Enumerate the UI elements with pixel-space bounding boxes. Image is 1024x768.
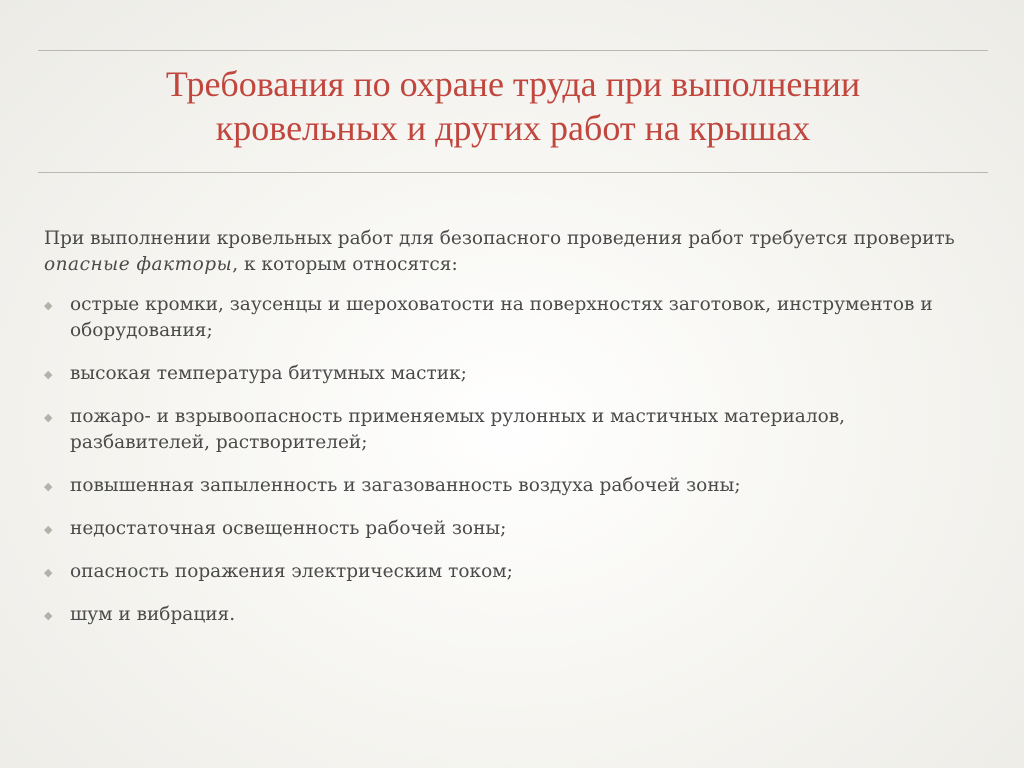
intro-paragraph — [44, 226, 984, 278]
list-item — [44, 559, 984, 585]
bullet-diamond-icon: ◆ — [44, 368, 53, 381]
list-item-text: опасность поражения электрическим током; — [70, 561, 513, 582]
title-bottom-divider — [38, 172, 988, 173]
slide-body — [44, 226, 984, 645]
list-item — [44, 361, 984, 387]
intro-suffix: , к которым относятся: — [232, 254, 458, 275]
list-item — [44, 473, 984, 499]
hazard-list — [44, 292, 984, 628]
list-item — [44, 292, 984, 344]
bullet-diamond-icon: ◆ — [44, 299, 53, 312]
bullet-diamond-icon: ◆ — [44, 480, 53, 493]
list-item-text: пожаро- и взрывоопасность применяемых рулонных и мастичных материалов, разбавителей, растворителей; — [70, 406, 846, 453]
bullet-diamond-icon: ◆ — [44, 523, 53, 536]
list-item — [44, 404, 984, 456]
list-item-text: повышенная запыленность и загазованность воздуха рабочей зоны; — [70, 475, 741, 496]
title-top-divider — [38, 50, 988, 51]
intro-prefix: При выполнении кровельных работ для безопасного проведения работ требуется проверить — [44, 228, 955, 249]
list-item-text: недостаточная освещенность рабочей зоны; — [70, 518, 507, 539]
list-item — [44, 602, 984, 628]
list-item-text: острые кромки, заусенцы и шероховатости на поверхностях заготовок, инструментов и оборудования; — [70, 294, 933, 341]
slide-title — [38, 62, 988, 150]
intro-emphasis: опасные факторы — [44, 254, 233, 275]
slide-title-line-2: кровельных и других работ на крышах — [215, 108, 811, 148]
list-item-text: высокая температура битумных мастик; — [70, 363, 467, 384]
bullet-diamond-icon: ◆ — [44, 566, 53, 579]
slide-title-line-1: Требования по охране труда при выполнении — [165, 64, 861, 104]
bullet-diamond-icon: ◆ — [44, 609, 53, 622]
bullet-diamond-icon: ◆ — [44, 411, 53, 424]
list-item-text: шум и вибрация. — [70, 604, 236, 625]
list-item — [44, 516, 984, 542]
